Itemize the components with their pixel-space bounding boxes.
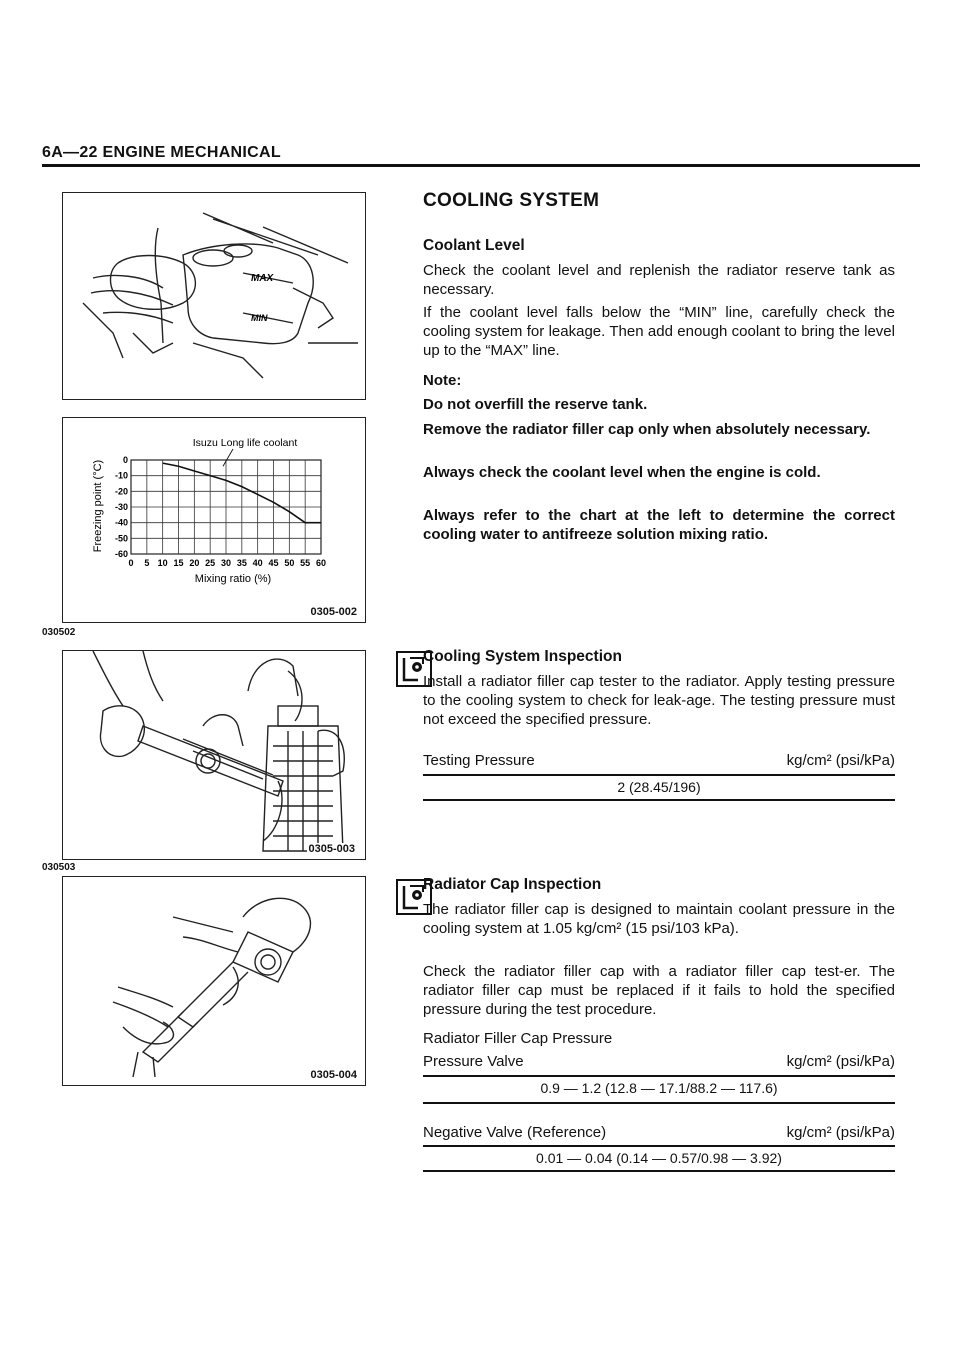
table-rule (423, 1145, 895, 1147)
figure-code: 0305-004 (310, 1069, 357, 1081)
table-rule (423, 774, 895, 776)
radiator-tester-illustration (63, 651, 365, 859)
reserve-tank-illustration (63, 193, 365, 399)
figure-tag: 030503 (42, 862, 76, 873)
inspection-heading: Cooling System Inspection (423, 648, 622, 665)
spec-row (423, 752, 895, 769)
chart-x-tick-label: 15 (173, 558, 184, 568)
coolant-level-paragraph: Check the coolant level and replenish the radiator reserve tank as necessary. (423, 262, 895, 298)
chart-x-tick-label: 10 (157, 558, 168, 568)
cap-inspection-paragraph: The radiator filler cap is designed to maintain coolant pressure in the cooling system at 1.05 kg/cm² (15 psi/103 kPa). (423, 901, 895, 937)
section-title: COOLING SYSTEM (423, 190, 600, 211)
chart-y-tick-label: -60 (114, 549, 128, 559)
cap-inspection-heading: Radiator Cap Inspection (423, 876, 602, 893)
note-item: Always check the coolant level when the engine is cold. (423, 464, 821, 481)
cap-tester-figure (62, 876, 366, 1086)
chart-y-axis-label: Freezing point (°C) (92, 459, 104, 553)
chart-x-tick-label: 30 (220, 558, 232, 568)
freezing-point-chart (63, 418, 365, 622)
table-rule (423, 1075, 895, 1077)
figure-code: 0305-002 (310, 606, 357, 618)
chart-x-tick-label: 45 (268, 558, 279, 568)
chart-y-tick-label: -10 (114, 470, 128, 481)
header-rule (42, 164, 920, 167)
spec-label: Negative Valve (Reference) (423, 1124, 607, 1141)
chart-x-tick-label: 25 (205, 558, 216, 568)
spec-unit: kg/cm² (psi/kPa) (786, 1124, 895, 1141)
spec-label: Testing Pressure (423, 752, 535, 769)
chart-x-tick-label: 55 (300, 558, 311, 568)
chart-title: Isuzu Long life coolant (192, 437, 298, 449)
table-rule (423, 1170, 895, 1172)
spec-label: Pressure Valve (423, 1053, 524, 1070)
note-item: Remove the radiator filler cap only when absolutely necessary. (423, 421, 871, 438)
cap-tester-illustration (63, 877, 365, 1085)
spec-unit: kg/cm² (psi/kPa) (786, 1053, 895, 1070)
coolant-level-paragraph: If the coolant level falls below the “MIN” line, carefully check the cooling system for leakage. Then add enough coolant to bring the level up to the “MAX” line. (423, 304, 895, 359)
spec-row (423, 1053, 895, 1070)
note-item: Always refer to the chart at the left to determine the correct cooling water to antifreeze solution mixing ratio. (423, 507, 895, 543)
coolant-level-heading: Coolant Level (423, 237, 525, 254)
freezing-point-chart-figure (62, 417, 366, 623)
chart-x-tick-label: 35 (236, 558, 247, 568)
inspection-paragraph: Install a radiator filler cap tester to the radiator. Apply testing pressure to the cooling system to check for leak-age. The testing pressure must not exceed the specified pressure. (423, 673, 895, 728)
chart-x-axis-label: Mixing ratio (%) (194, 573, 272, 585)
min-line-label: MIN (251, 313, 268, 323)
chart-y-tick-label: -40 (114, 517, 128, 528)
chart-y-tick-label: 0 (122, 455, 128, 465)
chart-x-tick-label: 50 (284, 558, 295, 568)
table-rule (423, 799, 895, 801)
chart-x-tick-label: 20 (189, 558, 200, 568)
table-rule (423, 1102, 895, 1104)
note-label: Note: (423, 372, 462, 389)
spec-value: 0.01 — 0.04 (0.14 — 0.57/0.98 — 3.92) (536, 1150, 782, 1166)
spec-row (423, 1124, 895, 1141)
spec-unit: kg/cm² (psi/kPa) (786, 752, 895, 769)
chart-y-tick-label: -50 (114, 533, 128, 544)
note-item: Do not overfill the reserve tank. (423, 396, 648, 413)
max-line-label: MAX (251, 273, 274, 284)
figure-code: 0305-003 (308, 843, 355, 855)
cap-inspection-paragraph: Check the radiator filler cap with a radiator filler cap test-er. The radiator filler cap must be replaced if it fails to hold the specified pressure during the test procedure. (423, 963, 895, 1018)
chart-x-tick-label: 5 (144, 558, 150, 568)
spec-value: 2 (28.45/196) (617, 779, 701, 795)
page-header-title: 6A—22 ENGINE MECHANICAL (42, 144, 281, 161)
chart-title-pointer (223, 449, 233, 466)
chart-x-tick-label: 40 (252, 558, 263, 568)
spec-value: 0.9 — 1.2 (12.8 — 17.1/88.2 — 117.6) (540, 1080, 778, 1096)
reserve-tank-figure (62, 192, 366, 400)
radiator-tester-figure (62, 650, 366, 860)
chart-y-tick-label: -30 (114, 502, 128, 512)
figure-tag: 030502 (42, 627, 76, 638)
cap-pressure-label: Radiator Filler Cap Pressure (423, 1030, 613, 1047)
chart-x-tick-label: 60 (315, 558, 327, 568)
chart-y-tick-label: -20 (114, 486, 128, 497)
chart-x-tick-label: 0 (128, 558, 134, 568)
